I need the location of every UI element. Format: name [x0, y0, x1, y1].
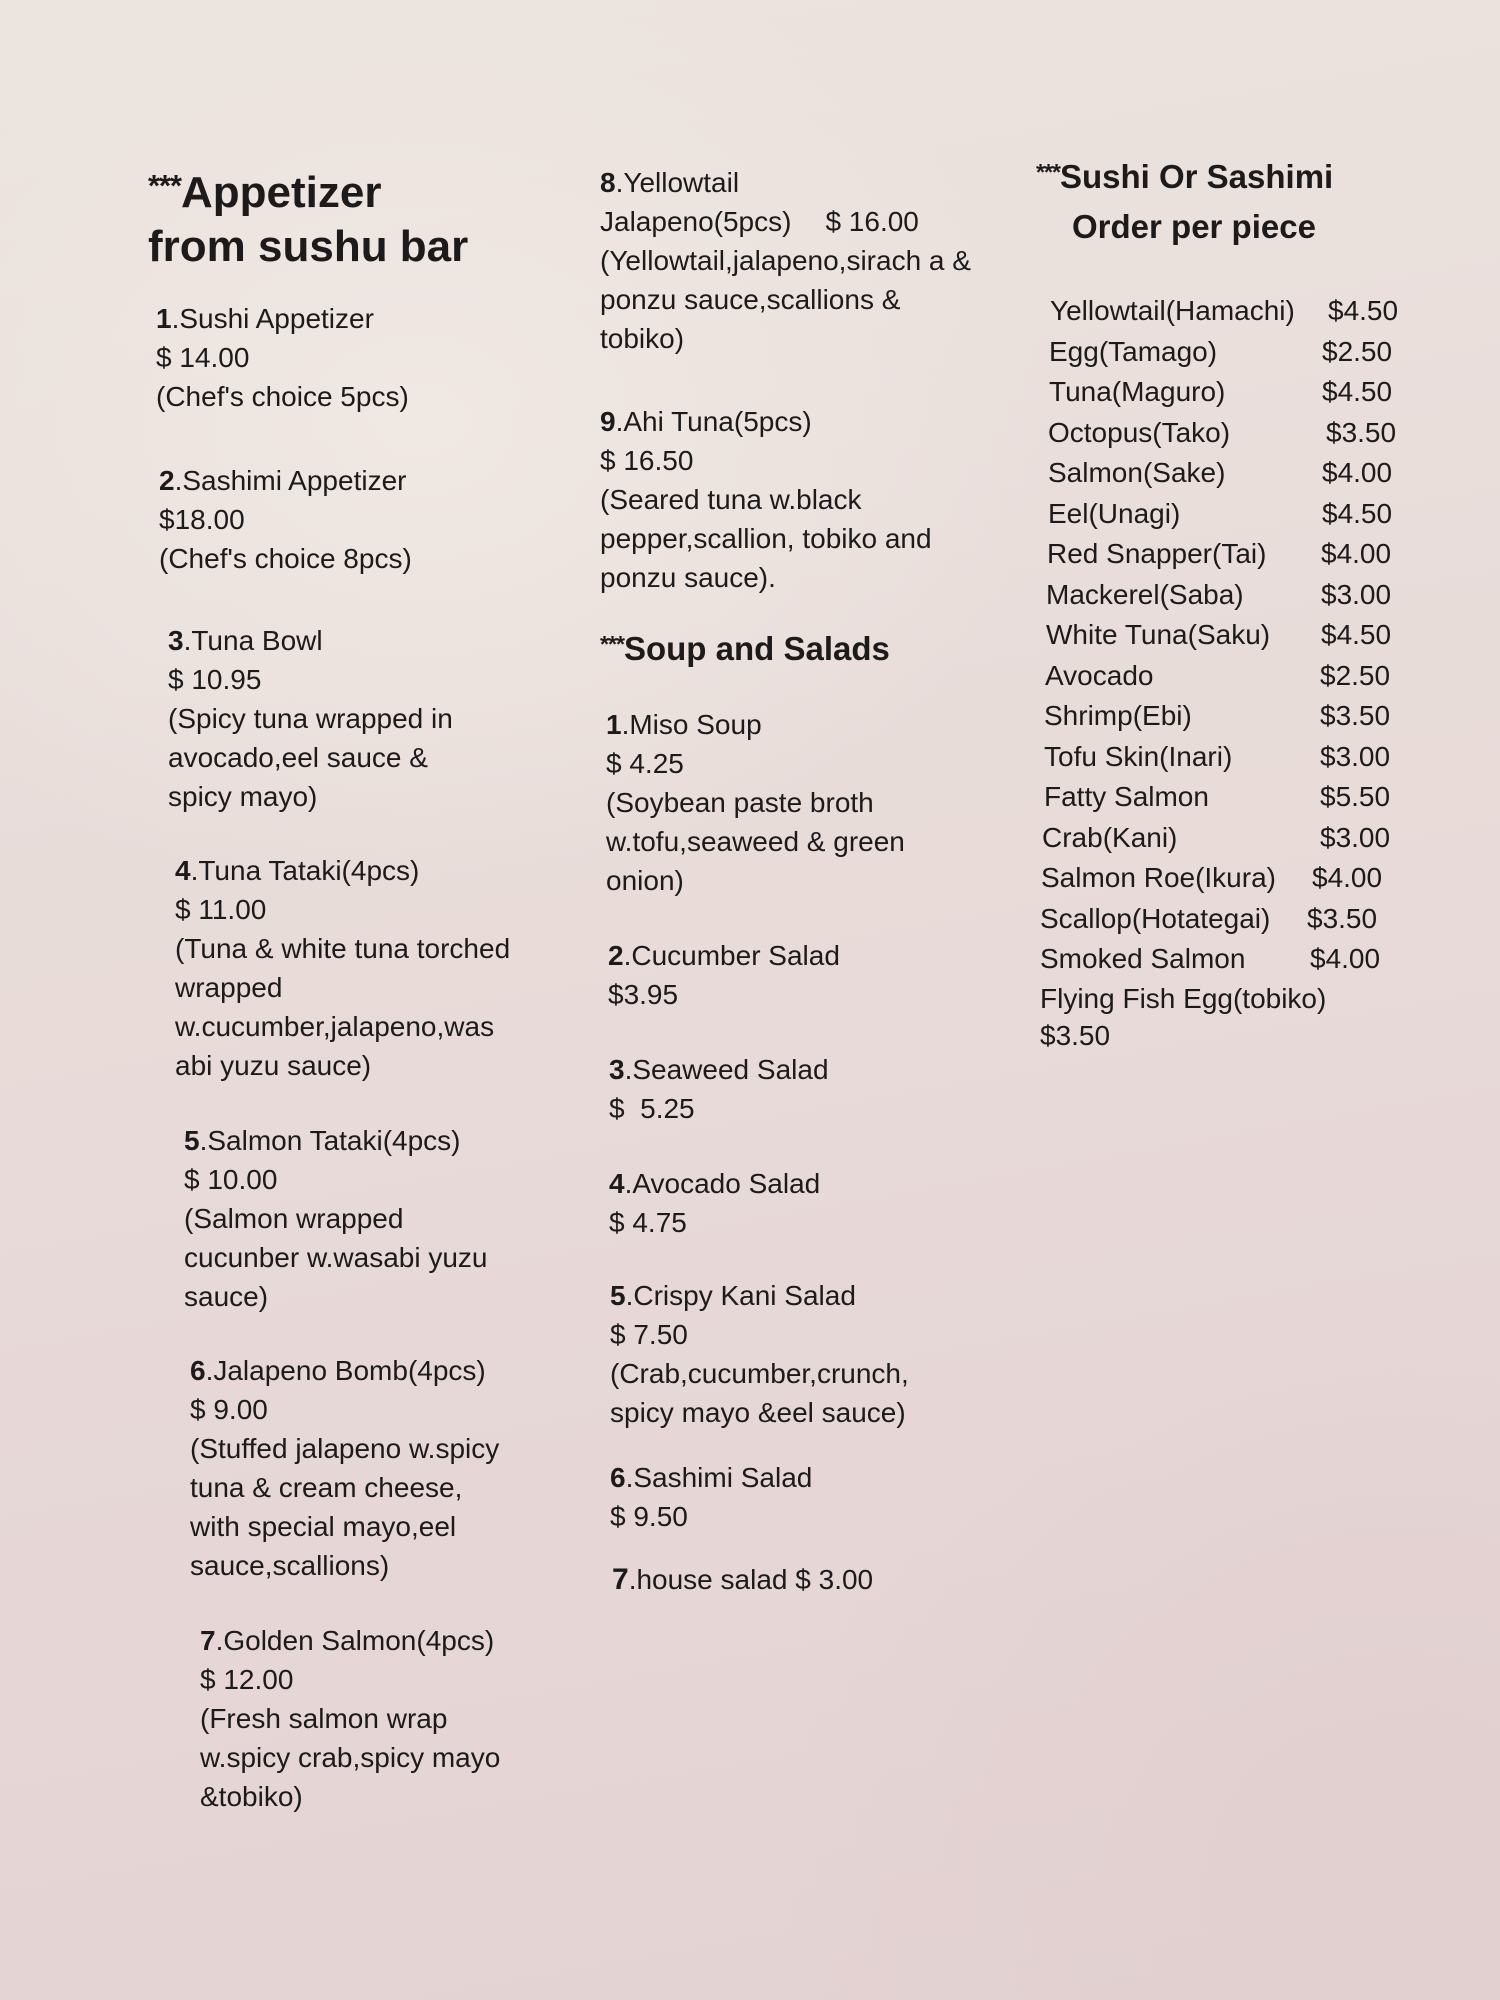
item-description: (Stuffed jalapeno w.spicy tuna & cream cheese, with special mayo,eel sauce,scallions)	[190, 1433, 500, 1582]
item-name: Yellowtail(Hamachi)	[1050, 295, 1295, 326]
item-number: 1	[606, 709, 622, 741]
item-description: (Yellowtail,jalapeno,sirach a & ponzu sauce,scallions & tobiko)	[600, 245, 971, 354]
item-name: Golden Salmon(4pcs)	[223, 1625, 495, 1657]
item-price: $ 16.50	[600, 445, 694, 476]
list-item	[1049, 332, 1456, 373]
item-description: (Chef's choice 5pcs)	[156, 381, 409, 413]
item-name: Miso Soup	[629, 709, 762, 741]
item-price: $ 9.50	[610, 1501, 688, 1533]
list-item	[1049, 372, 1456, 413]
list-item	[1040, 980, 1456, 1017]
item-name: Red Snapper(Tai)	[1047, 538, 1267, 569]
item-name: Salmon Tataki(4pcs)	[207, 1125, 461, 1157]
item-description: (Spicy tuna wrapped in avocado,eel sauce & spicy mayo)	[168, 703, 453, 813]
price-list	[1036, 291, 1456, 1054]
heading-line: from sushu bar	[148, 221, 469, 271]
item-price: $ 4.25	[606, 748, 684, 780]
item-price: $3.50	[1320, 700, 1391, 731]
item-description: (Chef's choice 8pcs)	[159, 543, 412, 575]
item-name: Tuna Bowl	[191, 625, 323, 657]
item-name: Tuna Tataki(4pcs)	[198, 855, 420, 887]
item-name-line: 3.Tuna Bowl	[168, 625, 323, 657]
list-item	[1048, 413, 1456, 454]
item-description: (Salmon wrapped cucunber w.wasabi yuzu sauce)	[184, 1203, 488, 1313]
item-price: $4.50	[1322, 497, 1393, 529]
item-name: Sashimi Appetizer	[182, 465, 407, 497]
item-price: $ 11.00	[175, 894, 267, 926]
item-name-line	[600, 202, 975, 241]
item-price: $4.50	[1321, 619, 1392, 650]
item-price: $18.00	[159, 504, 245, 536]
item-name: Salmon Roe(Ikura)	[1041, 862, 1276, 893]
item-name: Tofu Skin(Inari)	[1044, 740, 1233, 772]
item-name: Flying Fish Egg(tobiko)	[1040, 982, 1327, 1014]
item-number: 4	[609, 1168, 625, 1200]
item-number: 2	[159, 465, 175, 497]
list-item	[1044, 777, 1456, 818]
item-price: $ 3.00	[795, 1564, 874, 1596]
item-name: Cucumber Salad	[631, 940, 840, 972]
item-number: 3	[609, 1054, 625, 1086]
item-price: $5.50	[1320, 781, 1391, 812]
item-name: Sushi Appetizer	[179, 303, 374, 335]
list-item	[1041, 858, 1456, 899]
menu-item	[175, 851, 515, 1085]
item-name: Ahi Tuna(5pcs)	[623, 406, 812, 437]
item-name: Yellowtail	[623, 167, 740, 198]
middle-column	[600, 0, 1010, 1599]
item-description: (Fresh salmon wrap w.spicy crab,spicy mayo &tobiko)	[200, 1703, 501, 1813]
appetizer-column	[148, 0, 548, 1816]
item-name-line: 2.Sashimi Appetizer	[159, 465, 407, 497]
item-price: $4.00	[1310, 943, 1381, 974]
item-name: Crispy Kani Salad	[633, 1280, 856, 1312]
item-name-line: 3.Seaweed Salad	[609, 1054, 829, 1086]
item-name: Egg(Tamago)	[1049, 335, 1218, 367]
item-number: 2	[608, 940, 624, 972]
item-name: Octopus(Tako)	[1048, 416, 1231, 448]
list-item	[1048, 453, 1456, 494]
list-item	[1045, 656, 1456, 697]
menu-item	[609, 1164, 1010, 1242]
heading-line: Order per piece	[1072, 207, 1316, 245]
item-price: $2.50	[1320, 659, 1391, 691]
item-number: 5	[610, 1280, 626, 1312]
item-number: 7	[200, 1625, 216, 1657]
menu-item	[156, 299, 548, 416]
menu-item	[168, 621, 498, 816]
item-name: Crab(Kani)	[1042, 821, 1178, 853]
menu-item	[184, 1121, 504, 1316]
list-item	[1040, 939, 1456, 980]
item-name: house salad	[636, 1564, 788, 1596]
item-name-line: 4.Avocado Salad	[609, 1168, 821, 1200]
appetizer-heading	[148, 166, 548, 273]
heading-line: Sushi Or Sashimi	[1059, 158, 1334, 195]
item-price: $4.00	[1321, 538, 1392, 569]
item-name: Sashimi Salad	[633, 1462, 813, 1494]
item-number: 8	[600, 167, 616, 198]
list-item	[1050, 291, 1456, 332]
heading-line: Soup and Salads	[623, 630, 890, 667]
list-item	[1046, 575, 1456, 616]
list-item	[1044, 737, 1456, 778]
item-name-line: 1.Miso Soup	[606, 709, 762, 741]
item-name: Scallop(Hotategai)	[1040, 902, 1271, 934]
heading-stars: ***	[600, 630, 624, 657]
list-item	[1047, 534, 1456, 575]
item-name-line: 9.Ahi Tuna(5pcs)	[600, 406, 812, 437]
item-price: $ 12.00	[200, 1664, 294, 1696]
heading-line: Appetizer	[180, 168, 382, 217]
item-description: (Soybean paste broth w.tofu,seaweed & green onion)	[606, 787, 905, 897]
item-price: $ 16.00	[825, 206, 919, 237]
item-number: 3	[168, 625, 184, 657]
item-description: (Seared tuna w.black pepper,scallion, tobiko and ponzu sauce).	[600, 484, 932, 593]
menu-item	[159, 461, 548, 578]
menu-item	[609, 1050, 1010, 1128]
item-price: $4.00	[1312, 862, 1383, 893]
item-name: Avocado Salad	[632, 1168, 821, 1200]
item-name: Shrimp(Ebi)	[1044, 700, 1192, 731]
item-price: $4.00	[1322, 457, 1393, 488]
item-price: $4.50	[1328, 295, 1399, 326]
item-name-line: 7.house salad $ 3.00	[612, 1563, 874, 1597]
item-number: 4	[175, 855, 191, 887]
menu-item	[190, 1351, 510, 1585]
sushi-sashimi-column	[1036, 0, 1456, 1054]
menu-item	[610, 1276, 920, 1432]
menu-item	[606, 705, 926, 900]
item-name: Seaweed Salad	[632, 1054, 829, 1086]
item-name: Eel(Unagi)	[1048, 497, 1181, 529]
menu-item	[612, 1560, 1010, 1599]
menu-item	[610, 1458, 1010, 1536]
item-price: $ 4.75	[609, 1207, 687, 1239]
item-name: Salmon(Sake)	[1048, 457, 1226, 488]
menu-item	[600, 163, 975, 358]
item-name-line: 5.Crispy Kani Salad	[610, 1280, 856, 1312]
heading-stars: ***	[148, 168, 181, 204]
list-item	[1044, 696, 1456, 737]
menu-item	[608, 936, 1010, 1014]
item-price: $ 5.25	[609, 1093, 695, 1125]
item-price: $3.00	[1320, 740, 1391, 772]
item-price: $3.50	[1040, 1019, 1111, 1051]
item-price: $2.50	[1322, 335, 1393, 367]
item-price: $3.50	[1326, 416, 1397, 448]
menu-item	[600, 402, 960, 597]
item-name: Smoked Salmon	[1040, 943, 1246, 974]
item-price: $ 10.00	[184, 1164, 278, 1196]
item-number: 7	[612, 1563, 629, 1597]
item-price: $3.00	[1320, 821, 1391, 853]
item-name: Tuna(Maguro)	[1049, 376, 1226, 407]
item-name: Jalapeno(5pcs)	[600, 206, 792, 237]
sushi-sashimi-heading	[1036, 152, 1456, 251]
item-price: $3.95	[608, 979, 679, 1011]
item-price: $3.50	[1307, 902, 1378, 934]
list-item	[1048, 494, 1456, 535]
item-number: 5	[184, 1125, 200, 1157]
item-number: 9	[600, 406, 616, 437]
item-name-line: 5.Salmon Tataki(4pcs)	[184, 1125, 461, 1157]
list-item	[1040, 1017, 1456, 1054]
item-name-line: 2.Cucumber Salad	[608, 940, 840, 972]
list-item	[1040, 899, 1456, 940]
item-price: $ 14.00	[156, 342, 250, 374]
item-number: 1	[156, 303, 172, 335]
item-price: $ 7.50	[610, 1319, 688, 1351]
item-price: $3.00	[1321, 578, 1392, 610]
menu-item	[200, 1621, 510, 1816]
item-name-line: 8.Yellowtail	[600, 167, 740, 198]
item-number: 6	[610, 1462, 626, 1494]
list-item	[1046, 615, 1456, 656]
item-price: $ 9.00	[190, 1394, 268, 1426]
item-name-line: 6.Jalapeno Bomb(4pcs)	[190, 1355, 486, 1387]
item-description: (Tuna & white tuna torched wrapped w.cucumber,jalapeno,was abi yuzu sauce)	[175, 933, 511, 1082]
list-item	[1042, 818, 1456, 859]
item-price: $ 10.95	[168, 664, 262, 696]
item-name: Fatty Salmon	[1044, 781, 1209, 812]
item-name-line: 6.Sashimi Salad	[610, 1462, 813, 1494]
item-name-line: 4.Tuna Tataki(4pcs)	[175, 855, 420, 887]
item-name: White Tuna(Saku)	[1046, 619, 1271, 650]
item-name: Mackerel(Saba)	[1046, 578, 1244, 610]
item-name: Avocado	[1045, 659, 1154, 691]
item-name: Jalapeno Bomb(4pcs)	[213, 1355, 486, 1387]
item-name-line: 1.Sushi Appetizer	[156, 303, 374, 335]
soup-salads-heading	[600, 629, 1010, 669]
item-number: 6	[190, 1355, 206, 1387]
heading-stars: ***	[1036, 158, 1060, 185]
item-price: $4.50	[1322, 376, 1393, 407]
item-name-line: 7.Golden Salmon(4pcs)	[200, 1625, 495, 1657]
item-description: (Crab,cucumber,crunch, spicy mayo &eel sauce)	[610, 1358, 909, 1429]
